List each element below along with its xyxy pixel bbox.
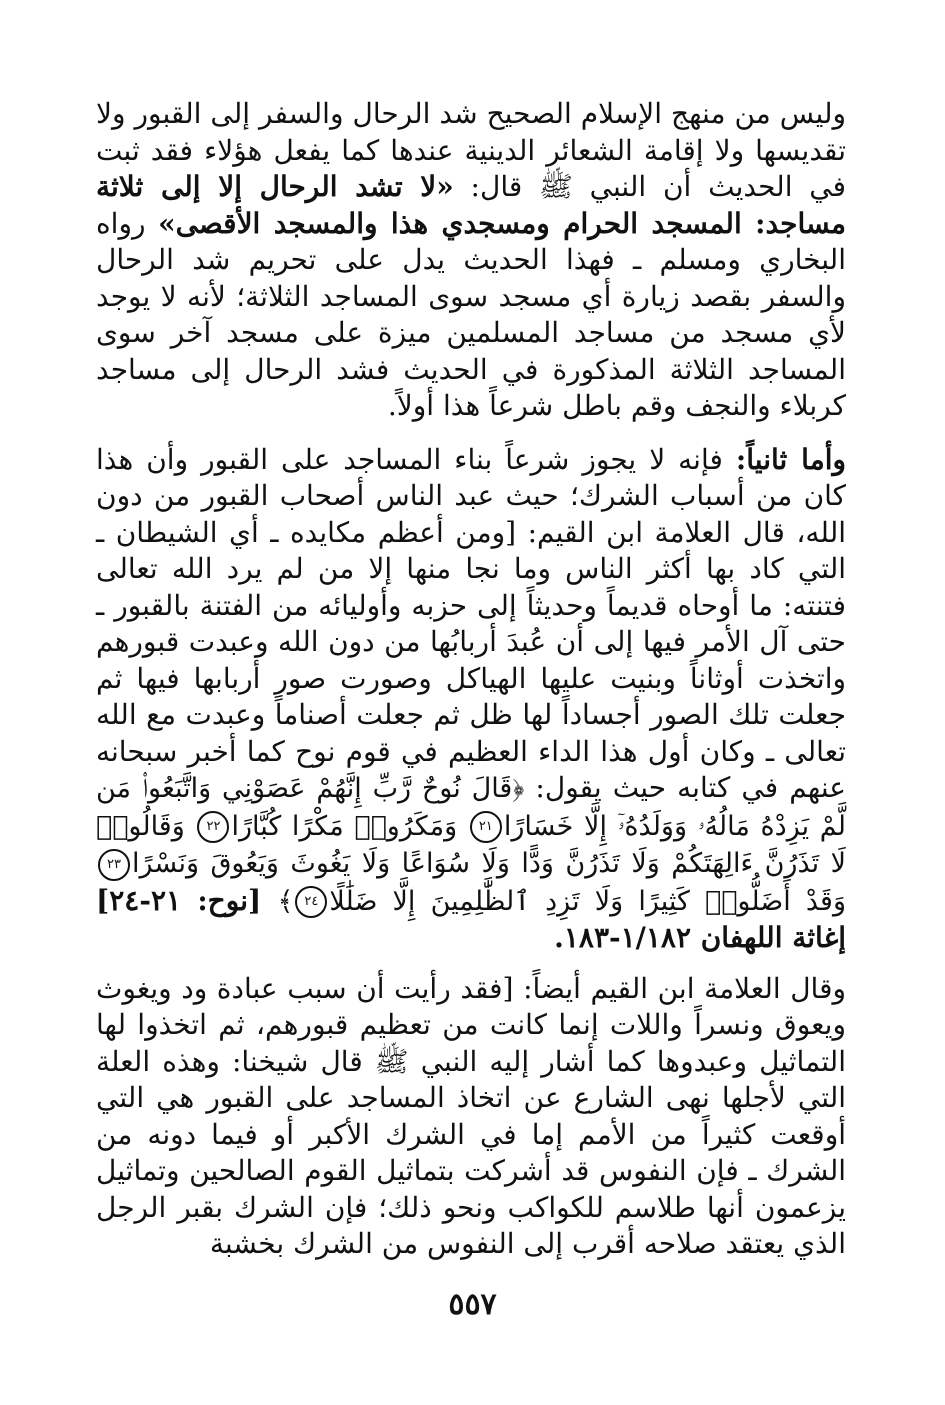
paragraph-2 xyxy=(96,442,846,957)
paragraph-2-text: فإنه لا يجوز شرعاً بناء المساجد على القبور وأن هذا كان من أسباب الشرك؛ حيث عبد الناس أصحاب القبور من دون الله، قال العلامة ابن القيم: [ومن أعظم مكايده ـ أي الشيطان ـ التي كاد بها أكثر الناس وما نجا منها إلا من لم يرد الله تعالى فتنته: ما أوحاه قديماً وحديثاً إلى حزبه وأوليائه من الفتنة بالقبور ـ حتى آل الأمر فيها إلى أن عُبدَ أربابُها من دون الله وعبدت قبورهم واتخذت أوثاناً وبنيت عليها الهياكل وصورت صور أربابها فيها ثم جعلت تلك الصور أجساداً لها ظل ثم جعلت أصناماً وعبدت مع الله تعالى ـ وكان أول هذا الداء العظيم في قوم نوح كما أخبر سبحانه عنهم في كتابه حيث يقول: xyxy=(96,442,846,804)
quran-part-1: ﴿قَالَ نُوحٌ رَّبِّ إِنَّهُمْ عَصَوْنِي وَاتَّبَعُوا۟ مَن لَّمْ يَزِدْهُ مَالُهُۥ وَوَلَدُهُۥٓ إِلَّا خَسَارًا xyxy=(96,773,846,842)
page-body xyxy=(96,96,846,1263)
quran-part-4: وَقَدْ أَضَلُّوا۟ كَثِيرًا وَلَا تَزِدِ ٱلظَّٰلِمِينَ إِلَّا ضَلَٰلًا xyxy=(329,885,846,917)
ayah-marker-24: ٢٤ xyxy=(295,886,327,918)
quran-close-bracket: ﴾ xyxy=(277,885,294,917)
paragraph-3: وقال العلامة ابن القيم أيضاً: [فقد رأيت أن سبب عبادة ود ويغوث ويعوق ونسراً واللات إنما كانت من تعظيم قبورهم، ثم اتخذوا لها التماثيل وعبدوها كما أشار إليه النبي ﷺ قال شيخنا: وهذه العلة التي لأجلها نهى الشارع عن اتخاذ المساجد على القبور هي التي أوقعت كثيراً من الأمم إما في الشرك الأكبر أو فيما دونه من الشرك ـ فإن النفوس قد أشركت بتماثيل القوم الصالحين وتماثيل يزعمون أنها طلاسم للكواكب ونحو ذلك؛ فإن الشرك بقبر الرجل الذي يعتقد صلاحه أقرب إلى النفوس من الشرك بخشبة xyxy=(96,971,846,1260)
paragraph-1-text: وليس من منهج الإسلام الصحيح شد الرحال والسفر إلى القبور ولا تقديسها ولا إقامة الشعائر الدينية عندها كما يفعل هؤلاء فقد ثبت في الحديث أن النبي ﷺ قال: xyxy=(96,97,846,203)
paragraph-1-rest: رواه البخاري ومسلم ـ فهذا الحديث يدل على تحريم شد الرحال والسفر بقصد زيارة أي مسجد سوى المساجد الثلاثة؛ لأنه لا يوجد لأي مسجد من مساجد المسلمين ميزة على مسجد آخر سوى المساجد الثلاثة المذكورة في الحديث فشد الرحال إلى مساجد كربلاء والنجف وقم باطل شرعاً هذا أولاً. xyxy=(96,206,846,422)
ayah-marker-21: ٢١ xyxy=(470,811,502,843)
paragraph-1 xyxy=(96,96,846,425)
ayah-marker-22: ٢٢ xyxy=(197,811,229,843)
quran-reference: [نوح: ٢١-٢٤] إغاثة اللهفان ١/١٨٢-١٨٣. xyxy=(96,883,846,954)
quran-part-3: وَقَالُوا۟ لَا تَذَرُنَّ ءَالِهَتَكُمْ وَلَا تَذَرُنَّ وَدًّا وَلَا سُوَاعًا وَلَا يَغُوثَ وَيَعُوقَ وَنَسْرًا xyxy=(96,810,846,879)
hadith-quote: «لا تشد الرحال إلا إلى ثلاثة مساجد: المسجد الحرام ومسجدي هذا والمسجد الأقصى» xyxy=(96,170,846,240)
paragraph-2-lead: وأما ثانياً: xyxy=(735,442,846,476)
ayah-marker-23: ٢٣ xyxy=(98,849,130,881)
quran-part-2: وَمَكَرُوا۟ مَكْرًا كُبَّارًا xyxy=(231,810,468,842)
page-number: ٥٥٧ xyxy=(448,1287,497,1322)
